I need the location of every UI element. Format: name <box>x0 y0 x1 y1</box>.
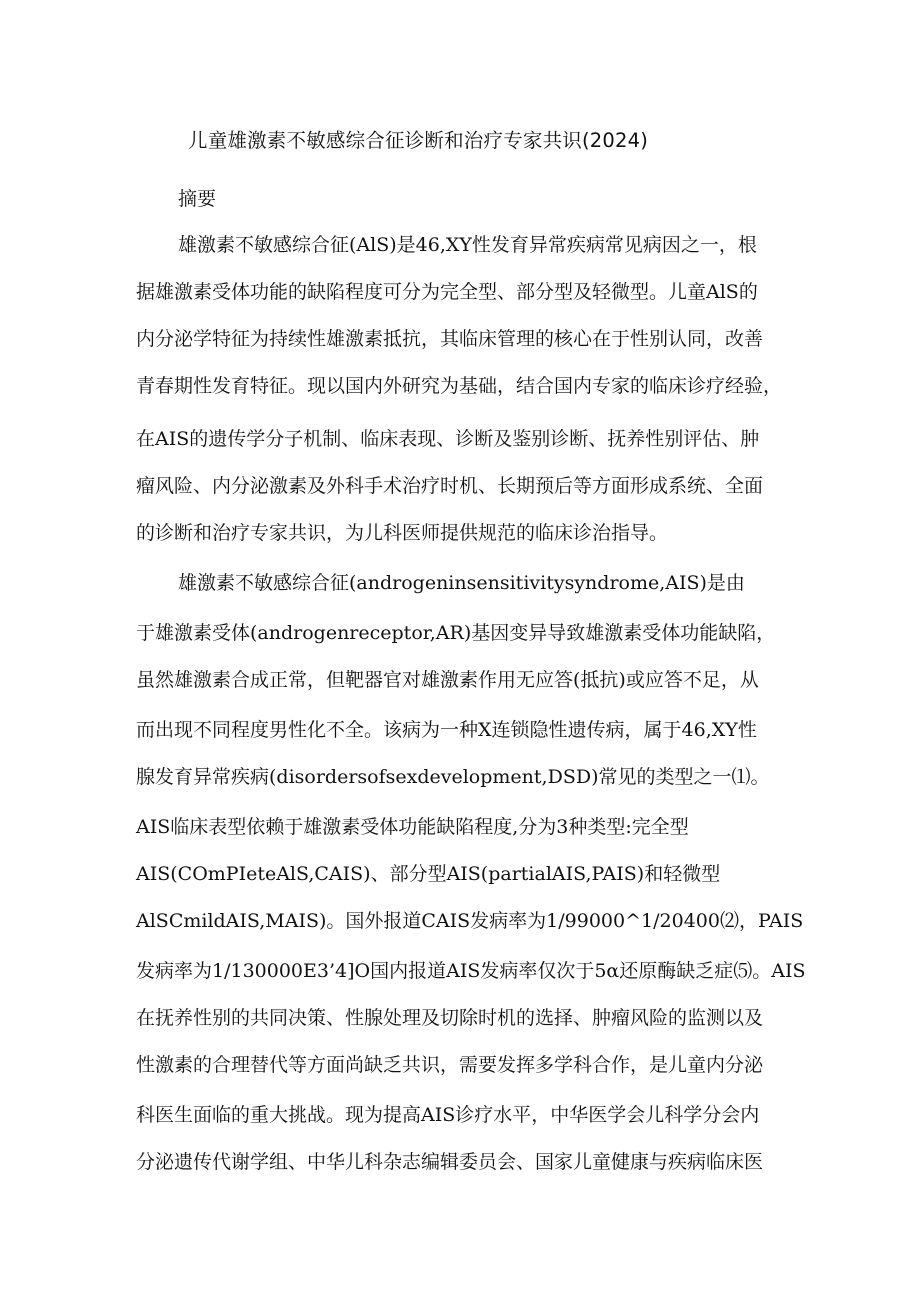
paragraph-line: 腺发育异常疾病(disordersofsexdevelopment,DSD)常见的类型之一⑴。 <box>136 766 770 788</box>
paragraph-line: 在AIS的遗传学分子机制、临床表现、诊断及鉴别诊断、抚养性别评估、肿 <box>136 428 760 450</box>
paragraph-line: 在抚养性别的共同决策、性腺处理及切除时机的选择、肿瘤风险的监测以及 <box>136 1007 764 1029</box>
abstract-heading: 摘要 <box>178 188 217 210</box>
paragraph-line: 科医生面临的重大挑战。现为提高AIS诊疗水平，中华医学会儿科学分会内 <box>136 1104 760 1126</box>
paragraph-line: AIS临床表型依赖于雄激素受体功能缺陷程度,分为3种类型:完全型 <box>136 816 689 838</box>
paragraph-line: 虽然雄激素合成正常，但靶器官对雄激素作用无应答(抵抗)或应答不足，从 <box>136 669 759 691</box>
paragraph-line: 的诊断和治疗专家共识，为儿科医师提供规范的临床诊治指导。 <box>136 522 669 544</box>
paragraph-line: AlSCmildAIS,MAIS)。国外报道CAIS发病率为1/99000^1/20400⑵，PAIS <box>136 910 804 932</box>
paragraph-line: 而出现不同程度男性化不全。该病为一种X连锁隐性遗传病，属于46,XY性 <box>136 719 757 741</box>
document-title: 儿童雄激素不敏感综合征诊断和治疗专家共识(2024) <box>188 129 649 152</box>
paragraph-line: AIS(COmPIeteAlS,CAIS)、部分型AIS(partialAIS,PAIS)和轻微型 <box>136 863 721 885</box>
paragraph-line: 于雄激素受体(androgenreceptor,AR)基因变异导致雄激素受体功能缺陷， <box>136 622 776 644</box>
paragraph-line: 雄激素不敏感综合征(AlS)是46,XY性发育异常疾病常见病因之一，根 <box>178 234 757 256</box>
paragraph-line: 分泌遗传代谢学组、中华儿科杂志编辑委员会、国家儿童健康与疾病临床医 <box>136 1151 764 1173</box>
paragraph-line: 雄激素不敏感综合征(androgeninsensitivitysyndrome,AIS)是由 <box>178 572 745 594</box>
paragraph-line: 据雄激素受体功能的缺陷程度可分为完全型、部分型及轻微型。儿童AlS的 <box>136 281 758 303</box>
paragraph-line: 性激素的合理替代等方面尚缺乏共识，需要发挥多学科合作，是儿童内分泌 <box>136 1054 764 1076</box>
paragraph-line: 瘤风险、内分泌激素及外科手术治疗时机、长期预后等方面形成系统、全面 <box>136 475 764 497</box>
paragraph-line: 内分泌学特征为持续性雄激素抵抗，其临床管理的核心在于性别认同，改善 <box>136 328 764 350</box>
paragraph-line: 青春期性发育特征。现以国内外研究为基础，结合国内专家的临床诊疗经验， <box>136 375 783 397</box>
paragraph-line: 发病率为1/130000E3’4]O国内报道AIS发病率仅次于5α还原酶缺乏症⑸。AIS <box>136 960 806 982</box>
